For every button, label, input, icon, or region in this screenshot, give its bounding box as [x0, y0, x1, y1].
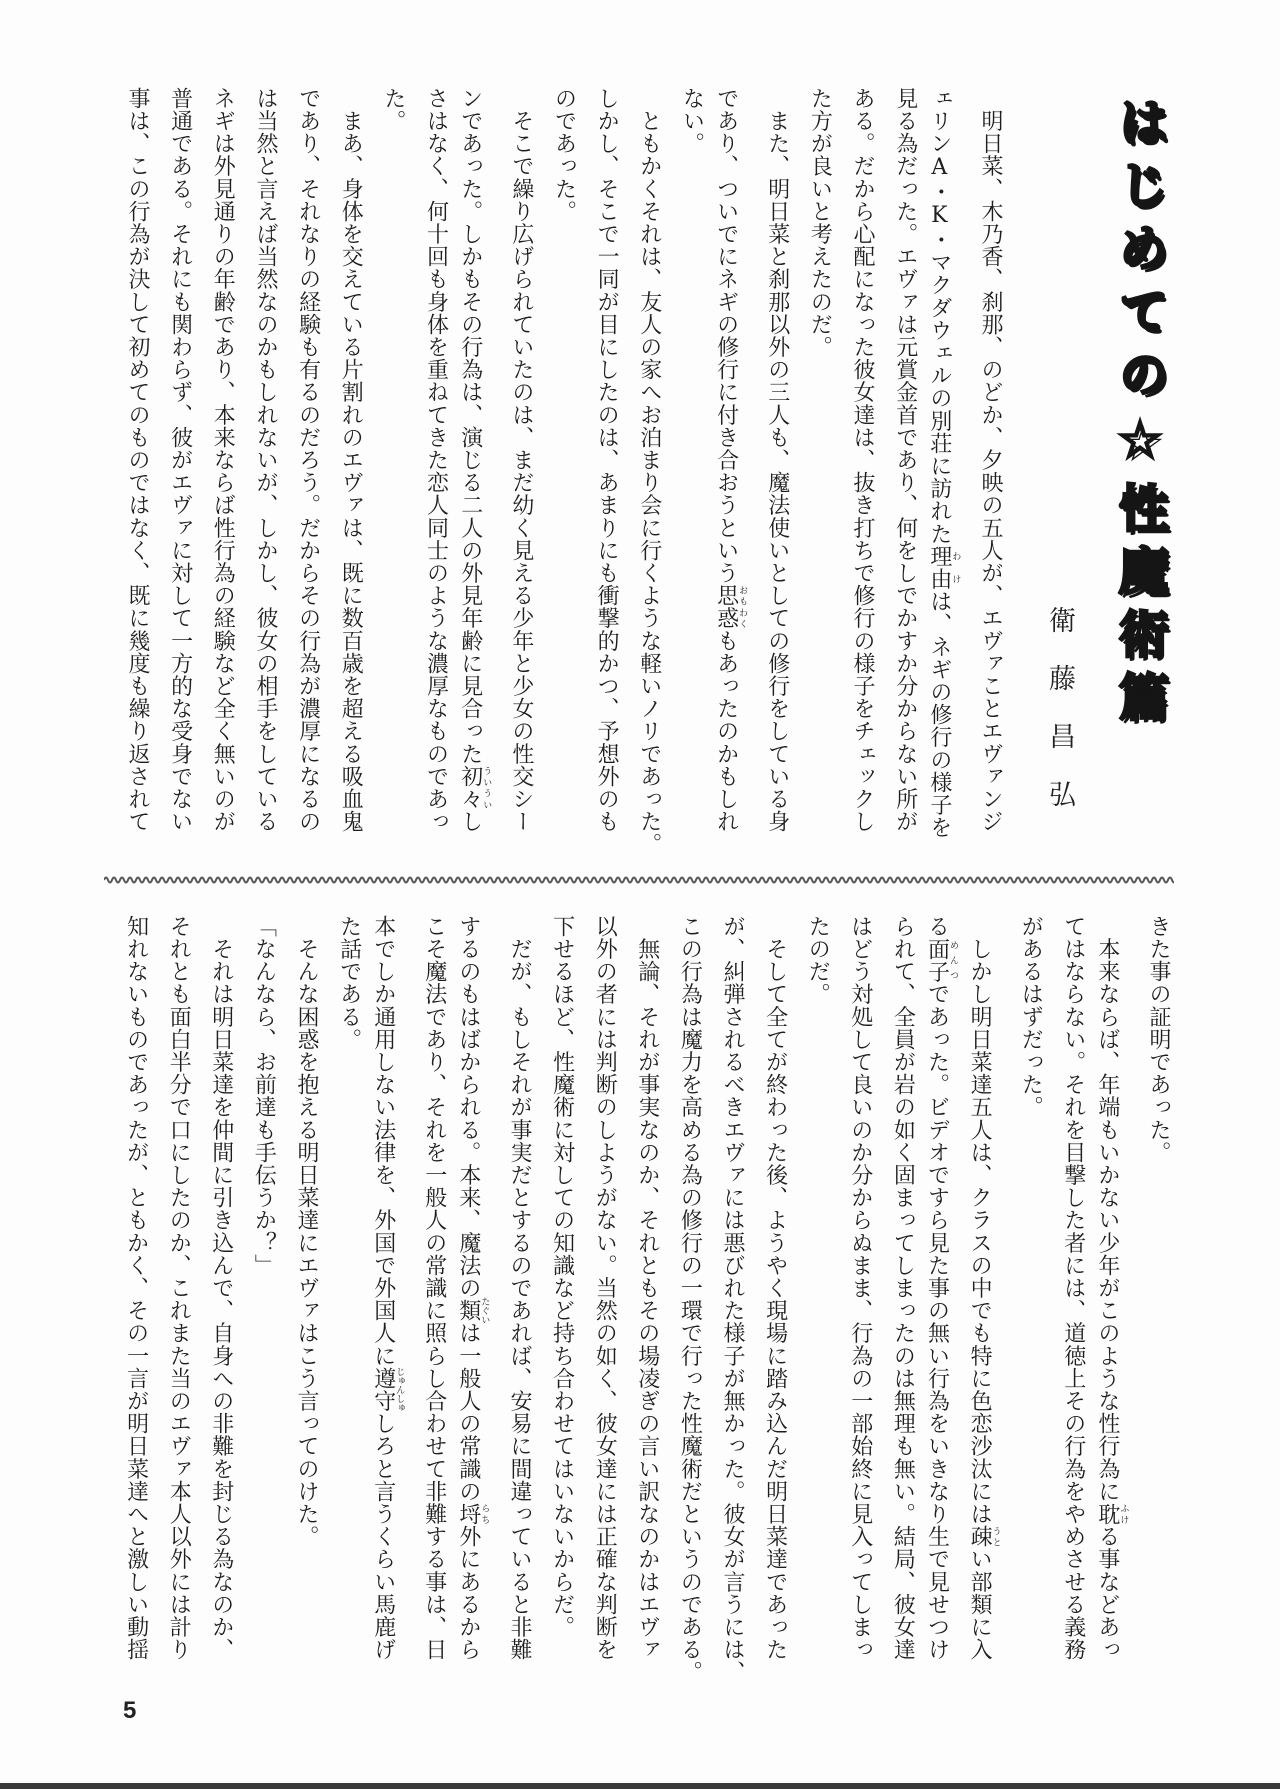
text-column — [806, 87, 832, 358]
text-column — [508, 87, 534, 833]
text-column — [764, 87, 790, 833]
ruby-reading: ういうい — [481, 765, 492, 811]
text-run: た話である。 — [336, 915, 362, 1051]
text-run: 無論、それが事実なのか、それともその場凌ぎの言い訳なのかはエヴァ — [634, 915, 660, 1661]
text-column — [849, 87, 875, 833]
text-column — [167, 87, 193, 833]
text-column — [889, 915, 915, 1661]
ruby-word: 思惑おもわく — [713, 584, 748, 630]
text-run: 以外の者には判断のしようがない。当然の如く、彼女達には正確な判断を — [592, 915, 618, 1661]
text-run: 外にあるから — [455, 1525, 481, 1661]
text-run: まあ、身体を交えている片割れのエヴァは、既に数百歳を超える吸血鬼 — [338, 87, 364, 833]
text-column — [1060, 915, 1086, 1661]
ruby-reading: おもわく — [737, 584, 748, 630]
ruby-reading: らち — [479, 1502, 490, 1526]
text-run: こそ魔法であり、それを一般人の常識に照らし合わせて非難する事は、日 — [421, 915, 447, 1661]
text-run: は、ネギの修行の様子を — [926, 590, 952, 839]
text-column — [713, 87, 748, 833]
text-column — [926, 87, 961, 839]
text-column — [678, 87, 704, 155]
author-name: 衛藤昌弘 — [1044, 606, 1075, 838]
text-run: 下せるほど、性魔術に対しての知識など持ち合わせてはいないからだ。 — [549, 915, 575, 1639]
text-run: 本でしか通用しない法律を、外国で外国人に — [370, 915, 396, 1367]
text-run: であり、それなりの経験も有るのだろう。だからその行為が濃厚になるの — [295, 87, 321, 833]
text-run: しろと言うくらい馬鹿げ — [370, 1412, 396, 1661]
text-column — [892, 87, 918, 833]
text-run: するのもはばかられる。本来、魔法の — [455, 915, 481, 1300]
text-run: 知れないものであったが、ともかく、その一言が明日菜達へと激しい動揺 — [123, 915, 149, 1661]
text-run: る事などあっ — [1094, 1525, 1120, 1661]
text-run: この行為は魔力を高める為の修行の一環で行った性魔術だというのである。 — [677, 915, 703, 1684]
text-run: であり、ついでにネギの修行に付き合おうという — [713, 87, 739, 585]
text-run: だが、もしそれが事実だとするのであれば、安易に間違っていると非難 — [507, 915, 532, 1661]
text-run: もあったのかもしれ — [713, 629, 739, 833]
text-run: た方が良いと考えたのだ。 — [807, 87, 833, 359]
text-column — [762, 915, 788, 1661]
text-run: は当然と言えば当然なのかもしれないが、しかし、彼女の相手をしている — [252, 87, 278, 833]
text-column — [636, 87, 662, 855]
text-column — [250, 915, 276, 1277]
text-run: それは明日菜達を仲間に引き込んで、自身への非難を封じる為なのか、 — [208, 915, 234, 1661]
text-run: きた事の証明であった。 — [1146, 915, 1171, 1164]
ruby-word: 理由わけ — [926, 545, 961, 591]
text-column — [719, 915, 745, 1683]
text-column — [423, 87, 449, 833]
text-run: 見る為だった。エヴァは元賞金首であり、何をしでかすか分からない所が — [892, 87, 918, 833]
ruby-word: 耽ふけ — [1094, 1502, 1129, 1526]
text-run: 事は、この行為が決して初めてのものではなく、既に幾度も繰り返されて — [125, 87, 150, 833]
text-column — [1017, 915, 1043, 1118]
text-column — [370, 915, 405, 1661]
text-column — [634, 915, 660, 1661]
text-column — [252, 87, 278, 833]
text-column — [1145, 915, 1171, 1164]
scan-edge — [0, 1783, 1280, 1789]
text-run: 明日菜、木乃香、刹那、のどか、夕映の五人が、エヴァことエヴァンジ — [978, 87, 1003, 833]
text-run: それとも面白半分で口にしたのか、これまた当のエヴァ本人以外には計り — [166, 915, 192, 1661]
text-run: ある。だから心配になった彼女達は、抜き打ちで修行の様子をチェックし — [850, 87, 876, 833]
text-column — [124, 87, 150, 833]
text-run: そんな困惑を抱える明日菜達にエヴァはこう言ってのけた。 — [294, 915, 319, 1548]
text-run: そこで繰り広げられていたのは、まだ幼く見える少年と少女の性交シー — [508, 87, 534, 833]
text-run: はどう対処して良いのか分からぬまま、行為の一部始終に見入ってしまっ — [847, 915, 873, 1661]
page-number: 5 — [123, 1697, 137, 1724]
ruby-word: 埒らち — [455, 1502, 490, 1526]
text-run: が、糾弾されるべきエヴァには悪びれた様子が無かった。彼女が言うには、 — [720, 915, 745, 1684]
text-run: い部類に入 — [967, 1547, 993, 1661]
text-run: また、明日菜と刹那以外の三人も、魔法使いとしての修行をしている身 — [764, 87, 790, 833]
text-column — [421, 915, 447, 1661]
text-column — [1094, 915, 1129, 1661]
text-column — [847, 915, 873, 1661]
ruby-word: 遵守じゅんしゅ — [370, 1367, 405, 1413]
text-run: てはならない。それを目撃した者には、道徳上その行為をやめさせる義務 — [1060, 915, 1086, 1661]
text-run: ェリンA・K・マクダウェルの別荘に訪れた — [926, 87, 952, 545]
text-run: ともかくそれは、友人の家へお泊まり会に行くような軽いノリであった。 — [636, 87, 662, 856]
text-run: たのだ。 — [805, 915, 831, 1006]
text-column — [293, 915, 319, 1548]
text-run: そして全てが終わった後、ようやく現場に踏み込んだ明日菜達であった — [762, 915, 788, 1661]
ruby-reading: ふけ — [1118, 1502, 1129, 1526]
text-run: し — [457, 810, 483, 833]
text-column — [804, 915, 830, 1005]
ruby-reading: めんつ — [948, 937, 958, 983]
text-run: 普通である。それにも関わらず、彼がエヴァに対して一方的な受身でない — [167, 87, 193, 833]
text-run: のであった。 — [551, 87, 577, 223]
text-run: ンであった。しかもその行為は、演じる二人の外見年齢に見合った — [457, 87, 483, 765]
text-run: ない。 — [679, 87, 705, 155]
text-run: しかし、そこで一同が目にしたのは、あまりにも衝撃的かつ、予想外のも — [594, 87, 620, 833]
text-column — [924, 915, 958, 1661]
text-column — [676, 915, 702, 1683]
text-column — [380, 87, 406, 132]
text-run: 本来ならば、年端もいかない少年がこのような性行為に — [1094, 915, 1120, 1503]
text-run: は一般人の常識の — [455, 1321, 481, 1503]
ruby-word: 類たぐい — [455, 1297, 490, 1325]
text-column — [967, 915, 1001, 1661]
text-column — [165, 915, 191, 1661]
text-column — [506, 915, 532, 1661]
text-run: た。 — [380, 87, 406, 133]
text-column — [551, 87, 577, 223]
text-column — [209, 87, 235, 833]
ruby-word: 初々ういうい — [457, 765, 492, 811]
ruby-reading: わけ — [950, 545, 961, 591]
text-column — [337, 87, 363, 833]
text-column — [455, 915, 490, 1661]
wavy-divider — [104, 873, 1174, 887]
ruby-reading: たぐい — [479, 1297, 490, 1325]
ruby-word: 面子めんつ — [924, 937, 958, 983]
text-run: ネギは外見通りの年齢であり、本来ならば性行為の経験など全く無いのが — [210, 87, 236, 833]
text-run: られて、全員が岩の如く固まってしまったのは無理も無い。結局、彼女達 — [890, 915, 916, 1661]
text-column — [123, 915, 149, 1661]
text-run: る — [924, 915, 950, 938]
ruby-reading: じゅんしゅ — [394, 1367, 405, 1413]
text-run: があるはずだった。 — [1018, 915, 1044, 1119]
text-column — [295, 87, 321, 833]
text-column — [591, 915, 617, 1661]
text-column — [549, 915, 575, 1638]
text-run: しかし明日菜達五人は、クラスの中でも特に色恋沙汰には — [967, 915, 993, 1526]
ruby-reading: うと — [990, 1525, 1001, 1548]
text-column — [208, 915, 234, 1661]
text-column — [457, 87, 492, 833]
text-run: 「なんなら、お前達も手伝うか？」 — [251, 915, 277, 1277]
text-column — [336, 915, 362, 1051]
text-run: であった。ビデオですら見た事の無い行為をいきなり生で見せつけ — [924, 982, 950, 1661]
text-column — [593, 87, 619, 833]
text-run: さはなく、何十回も身体を重ねてきた恋人同士のような濃厚なものであっ — [423, 87, 449, 833]
ruby-word: 疎うと — [967, 1525, 1001, 1548]
story-title: はじめての☆性魔術篇 — [1111, 96, 1169, 734]
text-column — [977, 87, 1003, 833]
